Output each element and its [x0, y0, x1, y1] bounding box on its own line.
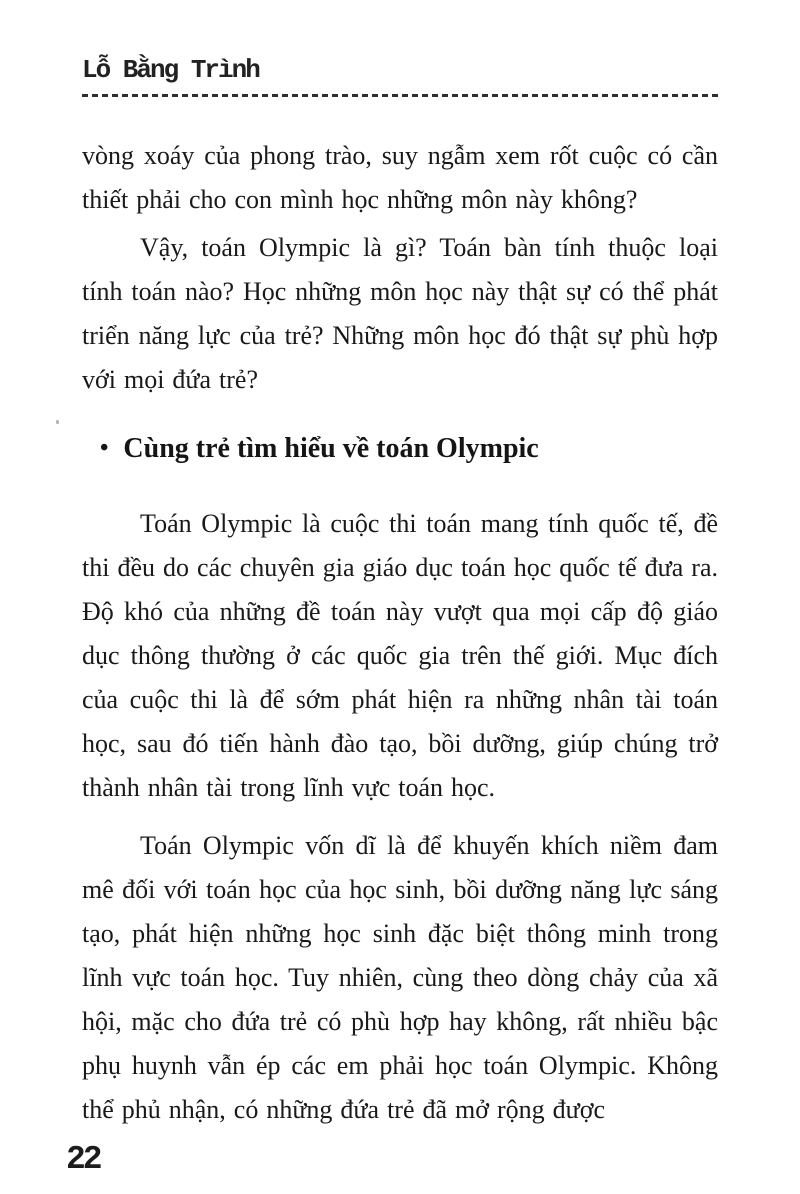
page-header	[82, 0, 718, 97]
page-number: 22	[66, 1141, 100, 1178]
page-body	[82, 97, 718, 1132]
paragraph-olympic-intro: Toán Olympic là cuộc thi toán mang tính quốc tế, đề thi đều do các chuyên gia giáo dục toán học quốc tế đưa ra. Độ khó của những đề toán này vượt qua mọi cấp độ giáo dục thông thường ở các quốc gia trên thế giới. Mục đích của cuộc thi là để sớm phát hiện ra những nhân tài toán học, sau đó tiến hành đào tạo, bồi dưỡng, giúp chúng trở thành nhân tài trong lĩnh vực toán học.	[82, 509, 718, 802]
section-heading	[100, 430, 718, 469]
section-heading-text: Cùng trẻ tìm hiểu về toán Olympic	[123, 433, 539, 464]
paragraph-questions: Vậy, toán Olympic là gì? Toán bàn tính thuộc loại tính toán nào? Học những môn học này thật sự có thể phát triển năng lực của trẻ? Những môn học đó thật sự phù hợp với mọi đứa trẻ?	[82, 233, 718, 394]
bullet-icon: •	[100, 435, 109, 461]
scan-speck	[56, 420, 59, 424]
paragraph-continued-from-previous-page: vòng xoáy của phong trào, suy ngẫm xem rốt cuộc có cần thiết phải cho con mình học những môn này không?	[82, 141, 718, 214]
paragraph-olympic-purpose: Toán Olympic vốn dĩ là để khuyến khích niềm đam mê đối với toán học của học sinh, bồi dưỡng năng lực sáng tạo, phát hiện những học sinh đặc biệt thông minh trong lĩnh vực toán học. Tuy nhiên, cùng theo dòng chảy của xã hội, mặc cho đứa trẻ có phù hợp hay không, rất nhiều bậc phụ huynh vẫn ép các em phải học toán Olympic. Không thể phủ nhận, có những đứa trẻ đã mở rộng được	[82, 831, 718, 1124]
running-header-author: Lỗ Bằng Trình	[82, 55, 259, 85]
